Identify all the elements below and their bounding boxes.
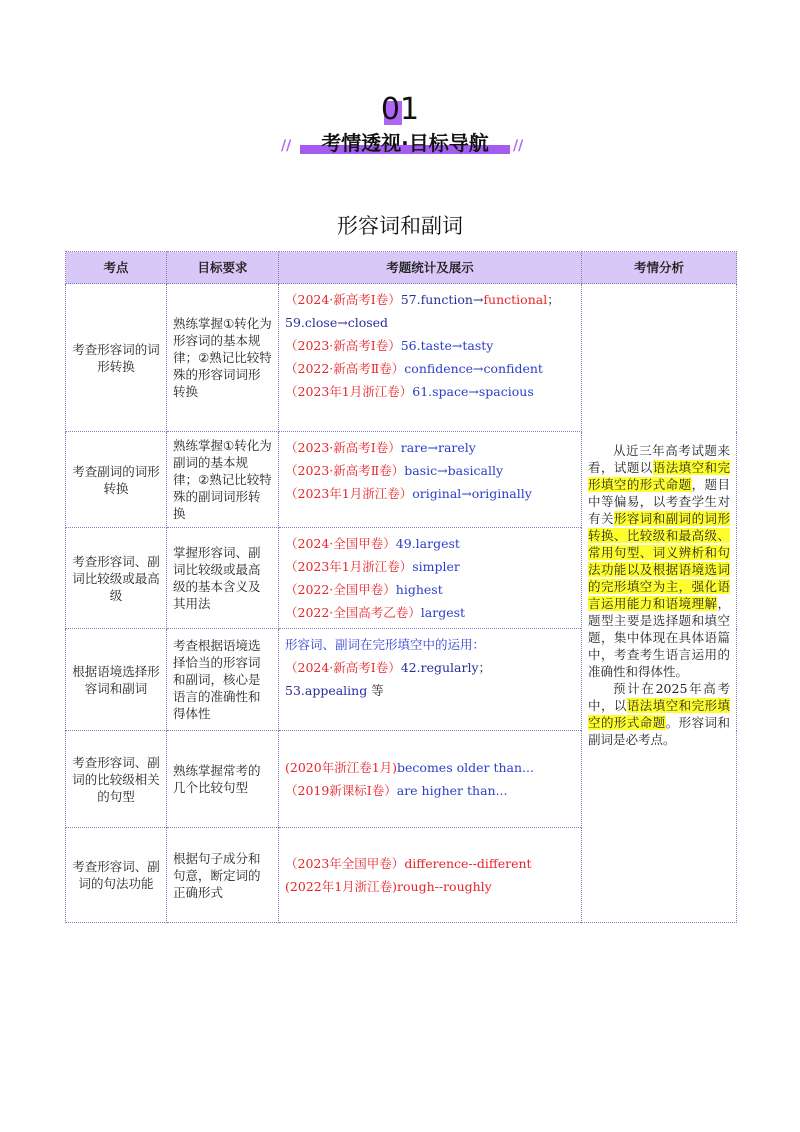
- stats-heading: 形容词、副词在完形填空中的运用：: [285, 637, 486, 652]
- stat-source: (2022年1月浙江卷): [285, 879, 398, 894]
- stat-source: （2024·新高考Ⅰ卷）: [285, 292, 401, 307]
- stat-answer: 59.close→closed: [285, 315, 389, 330]
- stat-answer: 61.space→spacious: [412, 384, 534, 399]
- stat-source: (2020年浙江卷1月): [285, 760, 398, 775]
- header-stats: 考题统计及展示: [279, 252, 582, 284]
- stat-tail: 等: [367, 683, 384, 698]
- topic-cell: 考查形容词的词形转换: [66, 284, 167, 432]
- stats-cell: [279, 828, 582, 923]
- stat-line: [285, 532, 575, 555]
- stat-line: [285, 357, 575, 380]
- stat-answer: basic→basically: [404, 463, 504, 478]
- goal-cell: 掌握形容词、副词比较级或最高级的基本含义及其用法: [167, 528, 279, 629]
- header-topic: 考点: [66, 252, 167, 284]
- topic-cell: 考查形容词、副词的句法功能: [66, 828, 167, 923]
- topic-cell: 考查形容词、副词比较级或最高级: [66, 528, 167, 629]
- analysis-text: ，题目中等偏易，以考查学生对有关: [588, 477, 730, 526]
- analysis-text: 。形容词和副词是必考点。: [588, 715, 730, 747]
- stat-answer: rough--roughly: [397, 879, 492, 894]
- section-banner: [300, 127, 510, 157]
- stat-answer: 56.taste→tasty: [400, 338, 494, 353]
- stat-line: [285, 875, 575, 898]
- stat-source: （2024·新高考Ⅰ卷）: [285, 660, 401, 675]
- stat-source: （2022·全国高考乙卷）: [285, 605, 421, 620]
- analysis-highlight: 语法填空和完形填空的形式命题: [588, 460, 730, 492]
- stat-tail: ；: [478, 660, 492, 675]
- topic-cell: 考查副词的词形转换: [66, 432, 167, 528]
- analysis-paragraph-1: [588, 442, 730, 680]
- stat-answer: highest: [395, 582, 443, 597]
- stat-line: [285, 756, 575, 779]
- stat-line: [285, 779, 575, 802]
- analysis-text: 预计在2025年高考中，以: [588, 681, 730, 713]
- topic-cell: 考查形容词、副词的比较级相关的句型: [66, 731, 167, 828]
- stat-tail: ；: [547, 292, 560, 307]
- stat-line: [285, 459, 575, 482]
- stat-line: [285, 288, 575, 311]
- table-row: [66, 284, 737, 432]
- banner-slash-left: //: [281, 138, 292, 154]
- stats-cell: [279, 629, 582, 731]
- stat-line: [285, 334, 575, 357]
- goal-cell: 熟练掌握①转化为形容词的基本规律；②熟记比较特殊的形容词词形转换: [167, 284, 279, 432]
- table-header-row: [66, 252, 737, 284]
- banner-slash-right: //: [513, 138, 524, 154]
- stat-answer: largest: [420, 605, 466, 620]
- stats-cell: [279, 284, 582, 432]
- stat-answer: simpler: [412, 559, 460, 574]
- section-number: 01: [380, 92, 420, 127]
- analysis-highlight: 形容词和副词的词形转换、比较级和最高级、常用句型、词义辨析和句法功能以及根据语境选词的完形填空为主，强化语言运用能力和语境理解: [588, 511, 730, 611]
- stat-source: （2023年1月浙江卷）: [285, 559, 413, 574]
- stat-line: [285, 482, 575, 505]
- stat-source: （2023·新高考Ⅱ卷）: [285, 463, 405, 478]
- stat-answer: 42.regularly: [400, 660, 479, 675]
- stat-source: （2023年1月浙江卷）: [285, 486, 413, 501]
- analysis-text: ，题型主要是选择题和填空题，集中体现在具体语篇中，考查考生语言运用的准确性和得体性。: [588, 596, 730, 679]
- goal-cell: 根据句子成分和句意，断定词的正确形式: [167, 828, 279, 923]
- stat-answer: difference--different: [404, 856, 532, 871]
- stat-line: [285, 436, 575, 459]
- stat-source: （2023年全国甲卷）: [285, 856, 405, 871]
- stat-answer-highlight: functional: [483, 292, 548, 307]
- stat-answer: 57.function→: [400, 292, 484, 307]
- stat-answer: original→originally: [412, 486, 532, 501]
- exam-analysis-table: [65, 251, 737, 923]
- stats-cell: [279, 731, 582, 828]
- stat-source: （2022·新高考Ⅱ卷）: [285, 361, 405, 376]
- stats-cell: [279, 432, 582, 528]
- goal-cell: 考查根据语境选择恰当的形容词和副词，核心是语言的准确性和得体性: [167, 629, 279, 731]
- goal-cell: 熟练掌握常考的几个比较句型: [167, 731, 279, 828]
- stat-line: [285, 679, 575, 702]
- goal-cell: 熟练掌握①转化为副词的基本规律；②熟记比较特殊的副词词形转换: [167, 432, 279, 528]
- stat-line: [285, 601, 575, 624]
- stat-answer: are higher than...: [396, 783, 508, 798]
- stat-source: （2023·新高考Ⅰ卷）: [285, 440, 401, 455]
- stat-source: （2022·全国甲卷）: [285, 582, 396, 597]
- header-goal: 目标要求: [167, 252, 279, 284]
- stat-line: [285, 380, 575, 403]
- banner-title: 考情透视·目标导航: [321, 131, 489, 155]
- stat-answer: confidence→confident: [404, 361, 543, 376]
- stat-line: [285, 555, 575, 578]
- stat-line: [285, 852, 575, 875]
- stat-answer: 53.appealing: [285, 683, 368, 698]
- document-title: 形容词和副词: [337, 214, 463, 238]
- stat-source: （2019新课标Ⅰ卷）: [285, 783, 397, 798]
- topic-cell: 根据语境选择形容词和副词: [66, 629, 167, 731]
- stats-cell: [279, 528, 582, 629]
- analysis-cell: [582, 284, 737, 923]
- stat-answer: 49.largest: [395, 536, 460, 551]
- stat-line: [285, 578, 575, 601]
- stat-line: [285, 656, 575, 679]
- stat-answer: becomes older than...: [397, 760, 534, 775]
- stat-source: （2023·新高考Ⅰ卷）: [285, 338, 401, 353]
- stat-source: （2024·全国甲卷）: [285, 536, 396, 551]
- analysis-paragraph-2: [588, 680, 730, 748]
- analysis-text: 从近三年高考试题来看，试题以: [588, 443, 730, 475]
- stat-answer: rare→rarely: [400, 440, 476, 455]
- header-analysis: 考情分析: [582, 252, 737, 284]
- analysis-highlight: 语法填空和完形填空的形式命题: [588, 698, 730, 730]
- stat-line: [285, 311, 575, 334]
- stat-source: （2023年1月浙江卷）: [285, 384, 413, 399]
